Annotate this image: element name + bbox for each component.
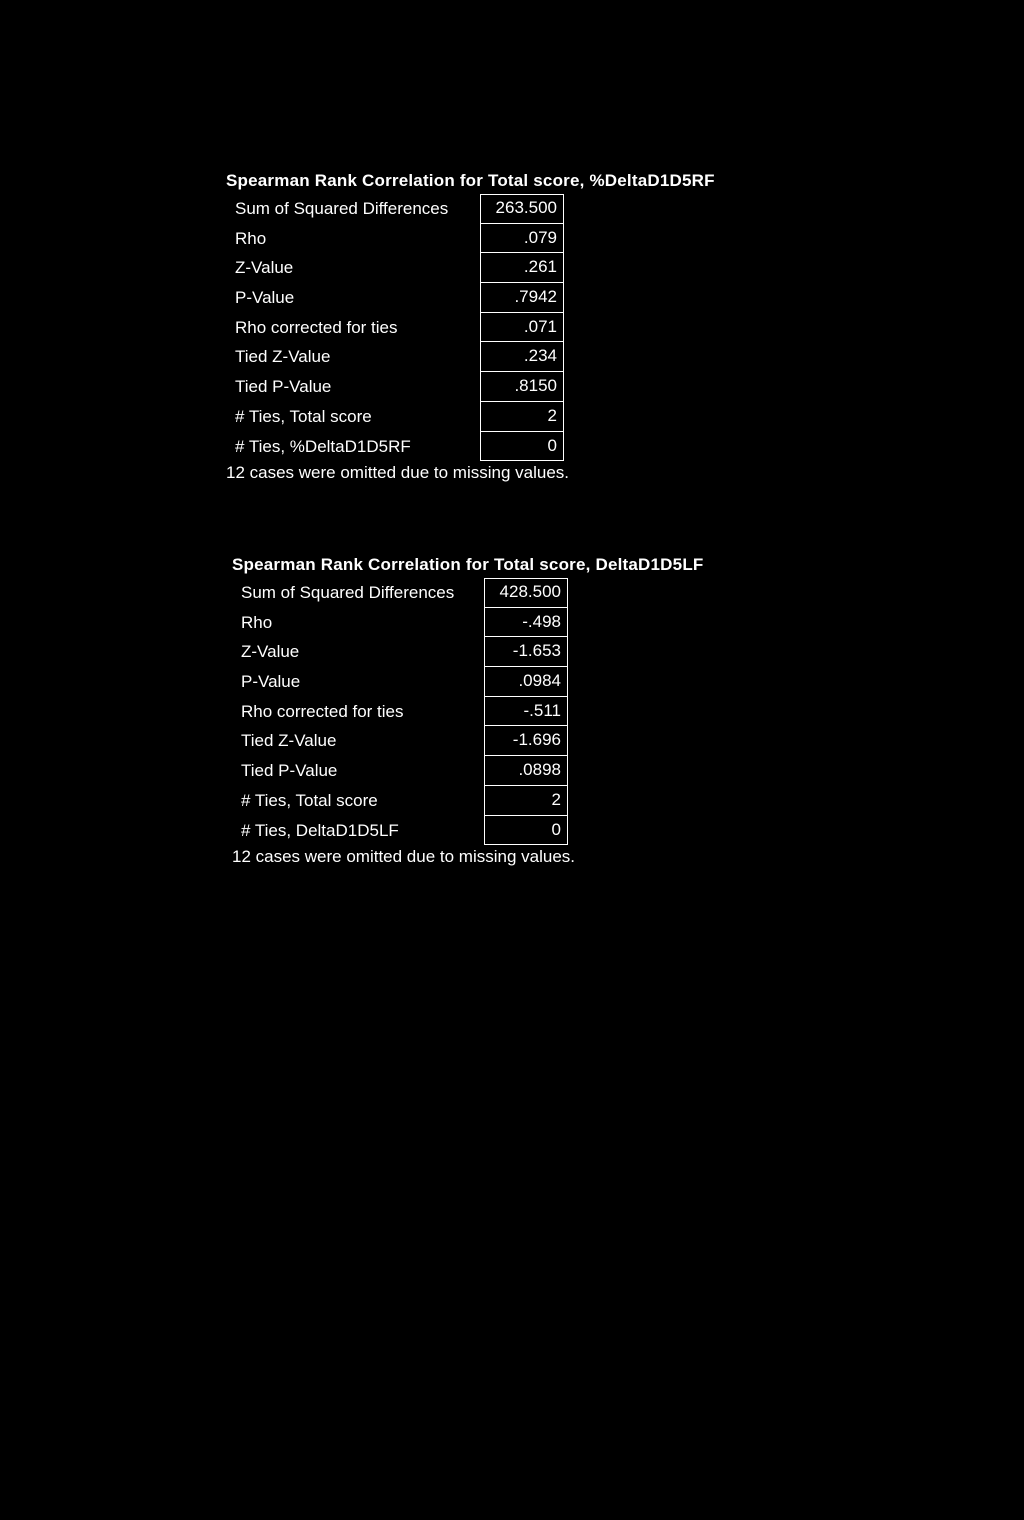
stats-row xyxy=(232,608,704,638)
stats-row xyxy=(232,756,704,786)
stat-label: Rho corrected for ties xyxy=(235,317,398,337)
stats-row xyxy=(226,402,715,432)
stats-row xyxy=(226,342,715,372)
stat-label: # Ties, %DeltaD1D5RF xyxy=(235,436,411,456)
stat-value: .234 xyxy=(480,342,564,372)
stat-label: # Ties, DeltaD1D5LF xyxy=(241,820,399,840)
stat-value: 0 xyxy=(484,816,568,846)
stat-label: Tied Z-Value xyxy=(235,347,331,367)
stats-row xyxy=(232,578,704,608)
stats-row xyxy=(226,194,715,224)
stats-row xyxy=(232,637,704,667)
stat-label: Sum of Squared Differences xyxy=(235,199,449,218)
stats-row xyxy=(232,726,704,756)
stat-value: .8150 xyxy=(480,372,564,402)
stat-value: -1.696 xyxy=(484,726,568,756)
stats-row xyxy=(232,697,704,727)
stats-row xyxy=(232,667,704,697)
omitted-cases-note: 12 cases were omitted due to missing values. xyxy=(232,847,576,867)
stat-value: 2 xyxy=(484,786,568,816)
stat-value: .0898 xyxy=(484,756,568,786)
stat-label: Sum of Squared Differences xyxy=(241,583,455,602)
stat-label: Tied Z-Value xyxy=(241,731,337,751)
spearman-result-block-2 xyxy=(232,552,704,870)
stat-label: P-Value xyxy=(235,288,295,308)
stat-value: 263.500 xyxy=(480,194,564,224)
stats-row xyxy=(226,253,715,283)
stat-label: Z-Value xyxy=(235,258,294,278)
stat-value: 0 xyxy=(480,432,564,462)
stat-value: 2 xyxy=(480,402,564,432)
stats-row xyxy=(226,224,715,254)
stat-value: -.498 xyxy=(484,608,568,638)
stats-row xyxy=(232,816,704,846)
stat-value: .0984 xyxy=(484,667,568,697)
result-title: Spearman Rank Correlation for Total score, %DeltaD1D5RF xyxy=(226,171,715,190)
stat-label: Z-Value xyxy=(241,642,300,662)
stat-value: .7942 xyxy=(480,283,564,313)
stat-label: Tied P-Value xyxy=(241,761,338,781)
stat-value: -.511 xyxy=(484,697,568,727)
spearman-result-block-1 xyxy=(226,168,715,486)
stats-row xyxy=(226,313,715,343)
stat-label: Tied P-Value xyxy=(235,377,332,397)
stats-row xyxy=(226,432,715,462)
stat-label: Rho xyxy=(235,228,267,248)
stats-row xyxy=(226,372,715,402)
stats-table xyxy=(226,194,715,461)
stat-value: .079 xyxy=(480,224,564,254)
stat-value: -1.653 xyxy=(484,637,568,667)
stat-label: Rho xyxy=(241,612,273,632)
stat-label: # Ties, Total score xyxy=(241,790,378,810)
omitted-cases-note: 12 cases were omitted due to missing values. xyxy=(226,463,570,483)
stat-value: .261 xyxy=(480,253,564,283)
stats-row xyxy=(226,283,715,313)
stat-value: 428.500 xyxy=(484,578,568,608)
stat-label: P-Value xyxy=(241,672,301,692)
result-title: Spearman Rank Correlation for Total score, DeltaD1D5LF xyxy=(232,555,704,574)
stat-label: Rho corrected for ties xyxy=(241,701,404,721)
stat-label: # Ties, Total score xyxy=(235,406,372,426)
stat-value: .071 xyxy=(480,313,564,343)
stats-row xyxy=(232,786,704,816)
stats-table xyxy=(232,578,704,845)
